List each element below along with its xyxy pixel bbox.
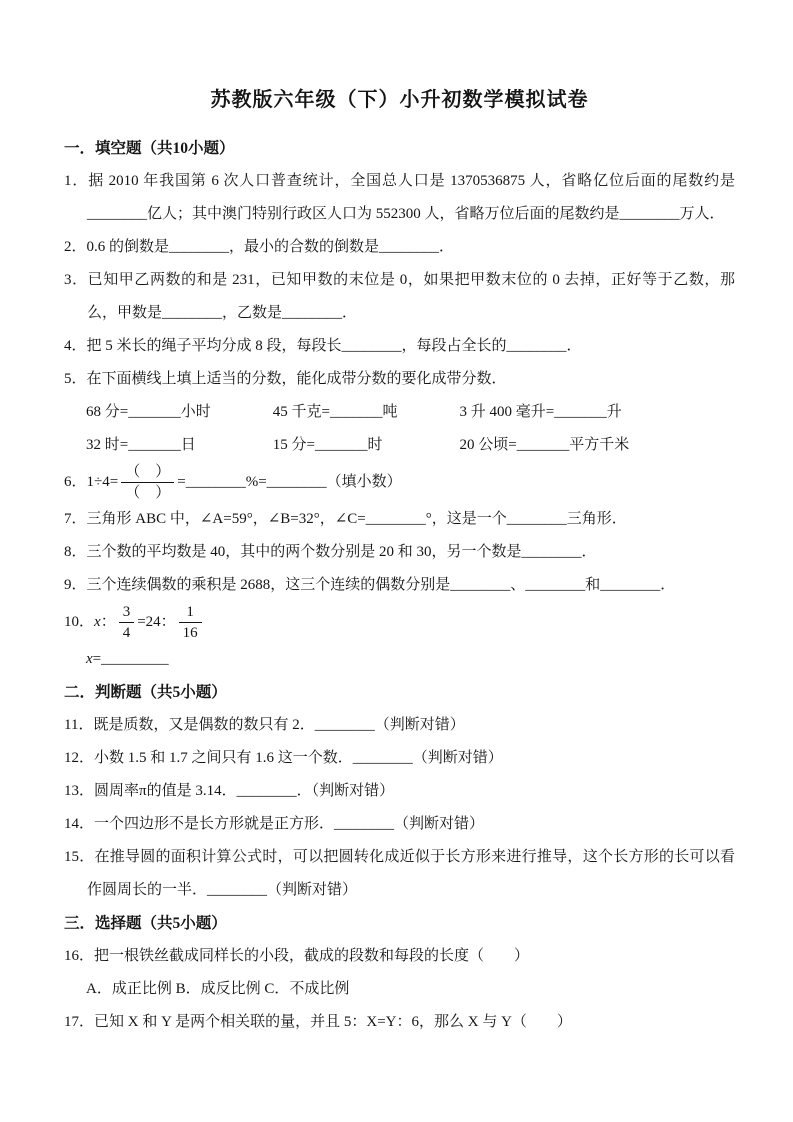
fraction-denominator: 16 xyxy=(179,622,202,643)
fraction-numerator: （ ） xyxy=(125,464,171,480)
fraction-numerator: 1 xyxy=(186,604,194,620)
conversion-cell-hours-days: 32 时=_______日 xyxy=(86,437,196,453)
question-6-equals: = xyxy=(177,473,186,490)
question-12: 12．小数 1.5 和 1.7 之间只有 1.6 这一个数．________（判断对错） xyxy=(64,750,503,766)
fraction-denominator: 4 xyxy=(119,622,135,643)
conversion-cell-hectares-sqkm: 20 公顷=_______平方千米 xyxy=(459,437,630,453)
question-7: 7．三角形 ABC 中，∠A=59°，∠B=32°，∠C=________°，这是一个________三角形． xyxy=(64,511,627,527)
answer-variable: x xyxy=(86,651,93,667)
question-6-percent: %= xyxy=(245,473,267,490)
question-6-expression: 1÷4= xyxy=(86,473,119,490)
fraction-three-fourths xyxy=(119,602,135,643)
question-15: 15．在推导圆的面积计算公式时，可以把圆转化成近似于长方形来进行推导，这个长方形的长可以看作圆周长的一半．________（判断对错） xyxy=(64,849,735,898)
conversion-cell-minutes-hours2: 15 分=_______时 xyxy=(272,437,383,453)
question-6-blank-2: ________ xyxy=(266,473,327,490)
fraction-parentheses xyxy=(121,462,174,503)
question-16: 16．把一根铁丝截成同样长的小段，截成的段数和每段的长度（ ） xyxy=(64,948,530,964)
answer-blank: _________ xyxy=(101,651,169,667)
question-10-variable: x xyxy=(94,613,101,630)
question-2: 2．0.6 的倒数是________，最小的合数的倒数是________． xyxy=(64,239,455,255)
conversion-cell-liters-ml: 3 升 400 毫升=_______升 xyxy=(459,404,622,420)
question-16-options xyxy=(86,973,735,1006)
conversion-cell-minutes-hours: 68 分=_______小时 xyxy=(86,404,211,420)
question-10-colon: ： xyxy=(100,613,116,630)
question-6-number: 6． xyxy=(64,473,87,490)
option-b: B．成反比例 xyxy=(175,981,261,997)
question-5-conversion-row-1 xyxy=(86,396,735,429)
question-10 xyxy=(64,602,735,643)
question-17: 17．已知 X 和 Y 是两个相关联的量，并且 5：X=Y：6，那么 X 与 Y（ ） xyxy=(64,1014,572,1030)
question-3: 3．已知甲乙两数的和是 231，已知甲数的末位是 0，如果把甲数末位的 0 去掉，正好等于乙数，那么，甲数是________，乙数是________． xyxy=(64,272,735,321)
question-6-blank-1: ________ xyxy=(185,473,246,490)
question-10-middle: =24： xyxy=(137,613,176,630)
fraction-numerator: 3 xyxy=(122,604,131,620)
section-heading-fill-in: 一．填空题（共10小题） xyxy=(64,140,235,157)
question-6-note: （填小数） xyxy=(326,473,402,490)
page-title: 苏教版六年级（下）小升初数学模拟试卷 xyxy=(210,89,589,111)
question-8: 8．三个数的平均数是 40，其中的两个数分别是 20 和 30，另一个数是________． xyxy=(64,544,597,560)
fraction-denominator: （ ） xyxy=(121,482,174,503)
question-6 xyxy=(64,462,735,503)
question-4: 4．把 5 米长的绳子平均分成 8 段，每段长________，每段占全长的________． xyxy=(64,338,582,354)
section-heading-multiple-choice: 三．选择题（共5小题） xyxy=(64,915,227,932)
question-1: 1．据 2010 年我国第 6 次人口普查统计，全国总人口是 1370536875 人，省略亿位后面的尾数约是________亿人；其中澳门特别行政区人口为 552300 人，省略万位后面的尾数约是________万人． xyxy=(64,173,735,222)
question-10-number: 10． xyxy=(64,613,95,630)
question-11: 11．既是质数，又是偶数的数只有 2．________（判断对错） xyxy=(64,717,465,733)
option-a: A．成正比例 xyxy=(86,981,172,997)
question-13: 13．圆周率π的值是 3.14．________．（判断对错） xyxy=(64,783,395,799)
conversion-cell-kg-tons: 45 千克=_______吨 xyxy=(272,404,398,420)
fraction-one-sixteenth xyxy=(179,602,202,643)
question-14: 14．一个四边形不是长方形就是正方形．________（判断对错） xyxy=(64,816,485,832)
question-10-answer-line xyxy=(86,643,735,676)
question-5: 5．在下面横线上填上适当的分数，能化成带分数的要化成带分数． xyxy=(64,371,507,387)
section-heading-true-false: 二．判断题（共5小题） xyxy=(64,684,227,701)
answer-equals: = xyxy=(92,651,102,667)
question-5-conversion-row-2 xyxy=(86,429,735,462)
question-9: 9．三个连续偶数的乘积是 2688，这三个连续的偶数分别是________、________和________． xyxy=(64,577,676,593)
option-c: C．不成比例 xyxy=(264,981,350,997)
